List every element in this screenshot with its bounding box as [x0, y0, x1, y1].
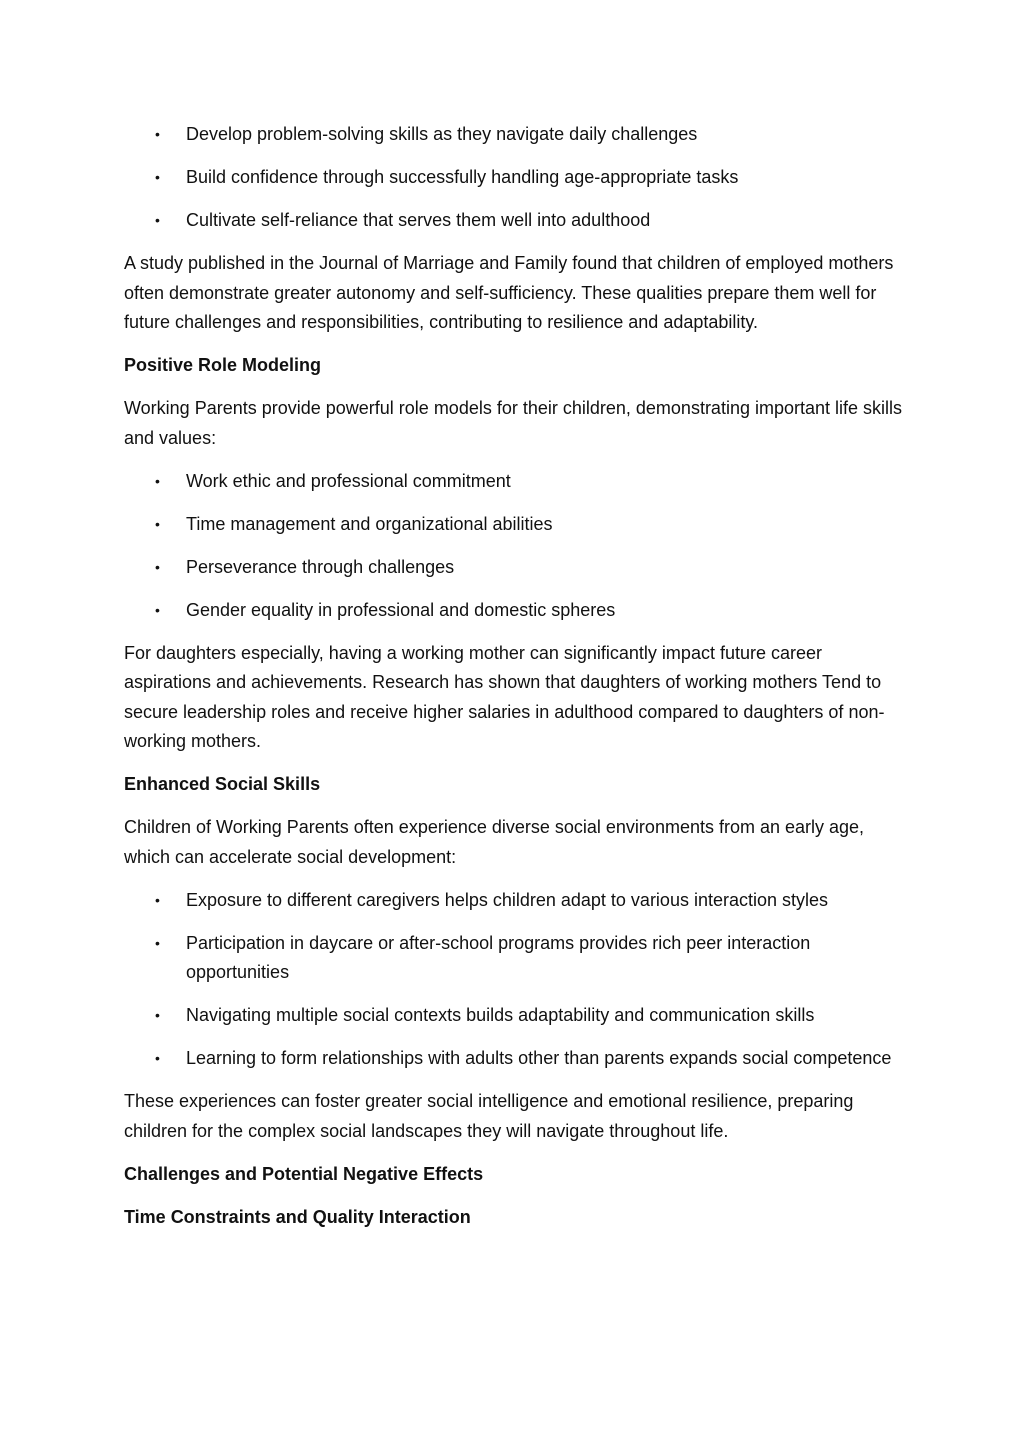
list-item-text: Time management and organizational abilities [186, 513, 553, 534]
list-item [124, 206, 904, 236]
bullet-icon: • [155, 891, 160, 908]
bullet-icon: • [155, 169, 160, 185]
bullet-icon: • [155, 212, 160, 228]
bullet-list-independence [124, 120, 904, 236]
list-item [124, 886, 904, 916]
bullet-icon: • [155, 558, 160, 575]
list-item-text: Build confidence through successfully handling age-appropriate tasks [186, 167, 739, 187]
list-item-text: Develop problem-solving skills as they navigate daily challenges [186, 124, 698, 144]
list-item-text: Perseverance through challenges [186, 556, 455, 577]
bullet-icon: • [155, 126, 160, 142]
heading-time-constraints: Time Constraints and Quality Interaction [124, 1206, 471, 1227]
bullet-icon: • [155, 515, 160, 532]
list-item [124, 510, 904, 540]
list-item-text: Navigating multiple social contexts builds adaptability and communication skills [186, 1005, 815, 1025]
list-item-text: Cultivate self-reliance that serves them well into adulthood [186, 210, 651, 230]
list-item [124, 467, 904, 497]
list-item-text: Gender equality in professional and domestic spheres [186, 599, 616, 620]
bullet-icon: • [155, 472, 160, 489]
paragraph-daughters: For daughters especially, having a working mother can significantly impact future career aspirations and achievements. Research has shown that daughters of working mothers Tend to secure leadership roles and receive higher salaries in adulthood compared to daughters of non-working mothers. [124, 642, 885, 751]
list-item [124, 553, 904, 583]
document-page [124, 120, 904, 1246]
paragraph-social-intelligence: These experiences can foster greater social intelligence and emotional resilience, preparing children for the complex social landscapes they will navigate throughout life. [124, 1091, 854, 1141]
heading-positive-role-modeling: Positive Role Modeling [124, 355, 322, 375]
list-item [124, 163, 904, 193]
bullet-list-social-development [124, 886, 904, 1074]
bullet-icon: • [155, 1050, 160, 1066]
list-item-text: Exposure to different caregivers helps children adapt to various interaction styles [186, 889, 829, 910]
list-item-text: Work ethic and professional commitment [186, 470, 511, 491]
list-item-text: Learning to form relationships with adults other than parents expands social competence [186, 1048, 892, 1068]
heading-enhanced-social-skills: Enhanced Social Skills [124, 774, 321, 794]
list-item [124, 120, 904, 150]
list-item-text: Participation in daycare or after-school programs provides rich peer interaction opportunities [186, 932, 811, 982]
paragraph-role-models: Working Parents provide powerful role models for their children, demonstrating important life skills and values: [124, 398, 903, 448]
list-item [124, 1044, 904, 1074]
bullet-icon: • [155, 934, 160, 951]
bullet-list-life-skills [124, 467, 904, 626]
paragraph-study: A study published in the Journal of Marriage and Family found that children of employed mothers often demonstrate greater autonomy and self-sufficiency. These qualities prepare them well for future challenges and responsibilities, contributing to resilience and adaptability. [124, 253, 894, 332]
bullet-icon: • [155, 1007, 160, 1023]
list-item [124, 1001, 904, 1031]
heading-challenges: Challenges and Potential Negative Effects [124, 1163, 484, 1184]
paragraph-social-environments: Children of Working Parents often experience diverse social environments from an early age, which can accelerate social development: [124, 817, 865, 867]
bullet-icon: • [155, 601, 160, 618]
list-item [124, 596, 904, 626]
list-item [124, 929, 904, 988]
